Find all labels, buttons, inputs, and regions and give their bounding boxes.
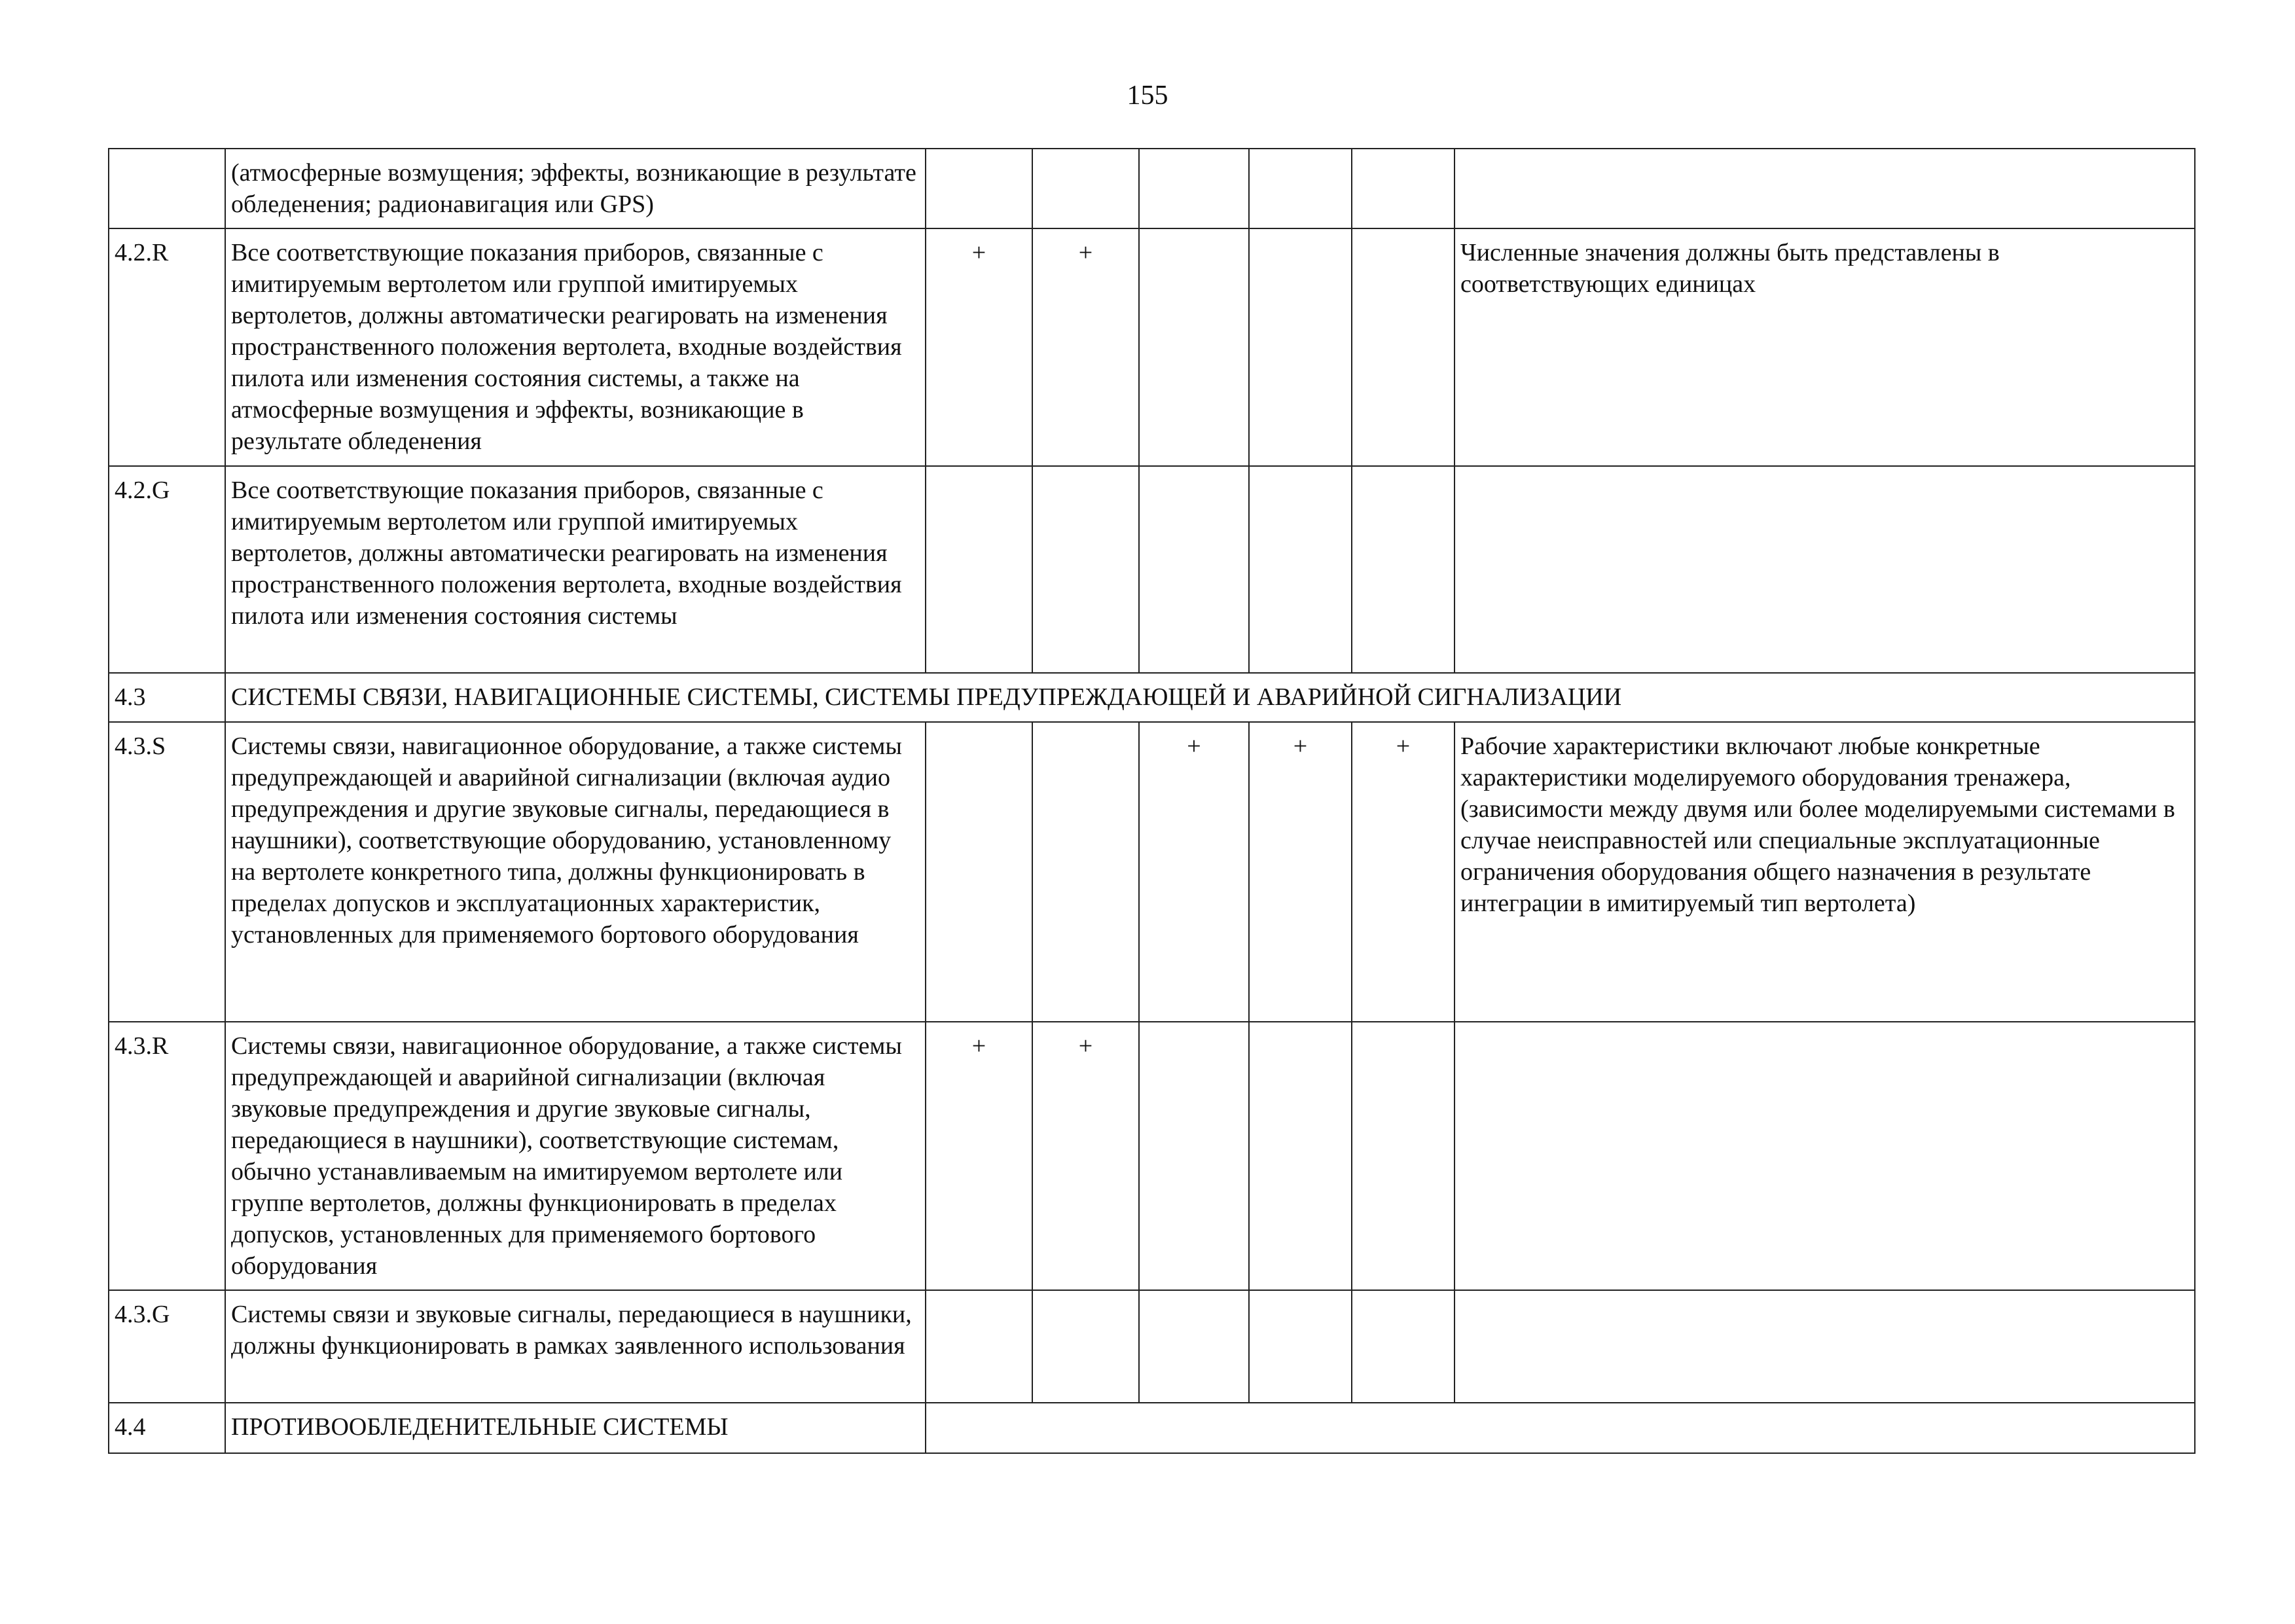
row-id: 4.2.G [109, 466, 225, 673]
row-id: 4.3.G [109, 1290, 225, 1403]
mark-col-1 [926, 466, 1032, 673]
mark-col-2: + [1032, 228, 1139, 466]
mark-col-4: + [1249, 722, 1352, 1022]
requirement-text: Системы связи, навигационное оборудование, а также системы предупреждающей и аварийной сигнализации (включая звуковые предупреждения и другие звуковые сигналы, передающиеся в наушники), соответствующие системам, обычно устанавливаемым на имитируемом вертолете или группе вертолетов, должны функционировать в пределах допусков, установленных для применяемого бортового оборудования [225, 1022, 926, 1290]
section-row [109, 1403, 2195, 1453]
note-text [1455, 149, 2195, 228]
mark-col-3 [1139, 466, 1249, 673]
page-number: 155 [1127, 81, 1168, 111]
mark-col-4 [1249, 1022, 1352, 1290]
empty-cell [926, 1403, 2195, 1453]
mark-col-1 [926, 1290, 1032, 1403]
mark-col-1: + [926, 1022, 1032, 1290]
mark-col-2 [1032, 149, 1139, 228]
mark-col-1 [926, 149, 1032, 228]
note-text: Рабочие характеристики включают любые конкретные характеристики моделируемого оборудования тренажера, (зависимости между двумя или более моделируемыми системами в случае неисправностей или специальные эксплуатационные ограничения оборудования общего назначения в результате интеграции в имитируемый тип вертолета) [1455, 722, 2195, 1022]
mark-col-5: + [1352, 722, 1455, 1022]
table-row [109, 228, 2195, 466]
mark-col-5 [1352, 149, 1455, 228]
mark-col-5 [1352, 228, 1455, 466]
note-text [1455, 466, 2195, 673]
table-row [109, 466, 2195, 673]
mark-col-3 [1139, 1290, 1249, 1403]
mark-col-2 [1032, 1290, 1139, 1403]
mark-col-5 [1352, 1022, 1455, 1290]
section-id: 4.4 [109, 1403, 225, 1453]
section-id: 4.3 [109, 673, 225, 722]
requirement-text: Системы связи, навигационное оборудование, а также системы предупреждающей и аварийной сигнализации (включая аудио предупреждения и другие звуковые сигналы, передающиеся в наушники), соответствующие оборудованию, установленному на вертолете конкретного типа, должны функционировать в пределах допусков и эксплуатационных характеристик, установленных для применяемого бортового оборудования [225, 722, 926, 1022]
row-id: 4.2.R [109, 228, 225, 466]
requirements-table [108, 148, 2196, 1454]
note-text [1455, 1290, 2195, 1403]
mark-col-5 [1352, 466, 1455, 673]
row-id [109, 149, 225, 228]
mark-col-4 [1249, 466, 1352, 673]
mark-col-3 [1139, 228, 1249, 466]
mark-col-1: + [926, 228, 1032, 466]
row-id: 4.3.S [109, 722, 225, 1022]
table-row [109, 1290, 2195, 1403]
mark-col-4 [1249, 1290, 1352, 1403]
mark-col-2: + [1032, 1022, 1139, 1290]
mark-col-5 [1352, 1290, 1455, 1403]
requirement-text: (атмосферные возмущения; эффекты, возникающие в результате обледенения; радионавигация или GPS) [225, 149, 926, 228]
mark-col-3: + [1139, 722, 1249, 1022]
mark-col-4 [1249, 149, 1352, 228]
requirement-text: Все соответствующие показания приборов, связанные с имитируемым вертолетом или группой имитируемых вертолетов, должны автоматически реагировать на изменения пространственного положения вертолета, входные воздействия пилота или изменения состояния системы, а также на атмосферные возмущения и эффекты, возникающие в результате обледенения [225, 228, 926, 466]
mark-col-2 [1032, 722, 1139, 1022]
row-id: 4.3.R [109, 1022, 225, 1290]
mark-col-2 [1032, 466, 1139, 673]
section-title: СИСТЕМЫ СВЯЗИ, НАВИГАЦИОННЫЕ СИСТЕМЫ, СИСТЕМЫ ПРЕДУПРЕЖДАЮЩЕЙ И АВАРИЙНОЙ СИГНАЛИЗАЦИИ [225, 673, 2195, 722]
mark-col-3 [1139, 1022, 1249, 1290]
section-title: ПРОТИВООБЛЕДЕНИТЕЛЬНЫЕ СИСТЕМЫ [225, 1403, 926, 1453]
section-row [109, 673, 2195, 722]
mark-col-4 [1249, 228, 1352, 466]
mark-col-1 [926, 722, 1032, 1022]
requirement-text: Системы связи и звуковые сигналы, передающиеся в наушники, должны функционировать в рамках заявленного использования [225, 1290, 926, 1403]
note-text: Численные значения должны быть представлены в соответствующих единицах [1455, 228, 2195, 466]
table-row [109, 149, 2195, 228]
requirement-text: Все соответствующие показания приборов, связанные с имитируемым вертолетом или группой имитируемых вертолетов, должны автоматически реагировать на изменения пространственного положения вертолета, входные воздействия пилота или изменения состояния системы [225, 466, 926, 673]
table-row [109, 722, 2195, 1022]
note-text [1455, 1022, 2195, 1290]
table-row [109, 1022, 2195, 1290]
mark-col-3 [1139, 149, 1249, 228]
